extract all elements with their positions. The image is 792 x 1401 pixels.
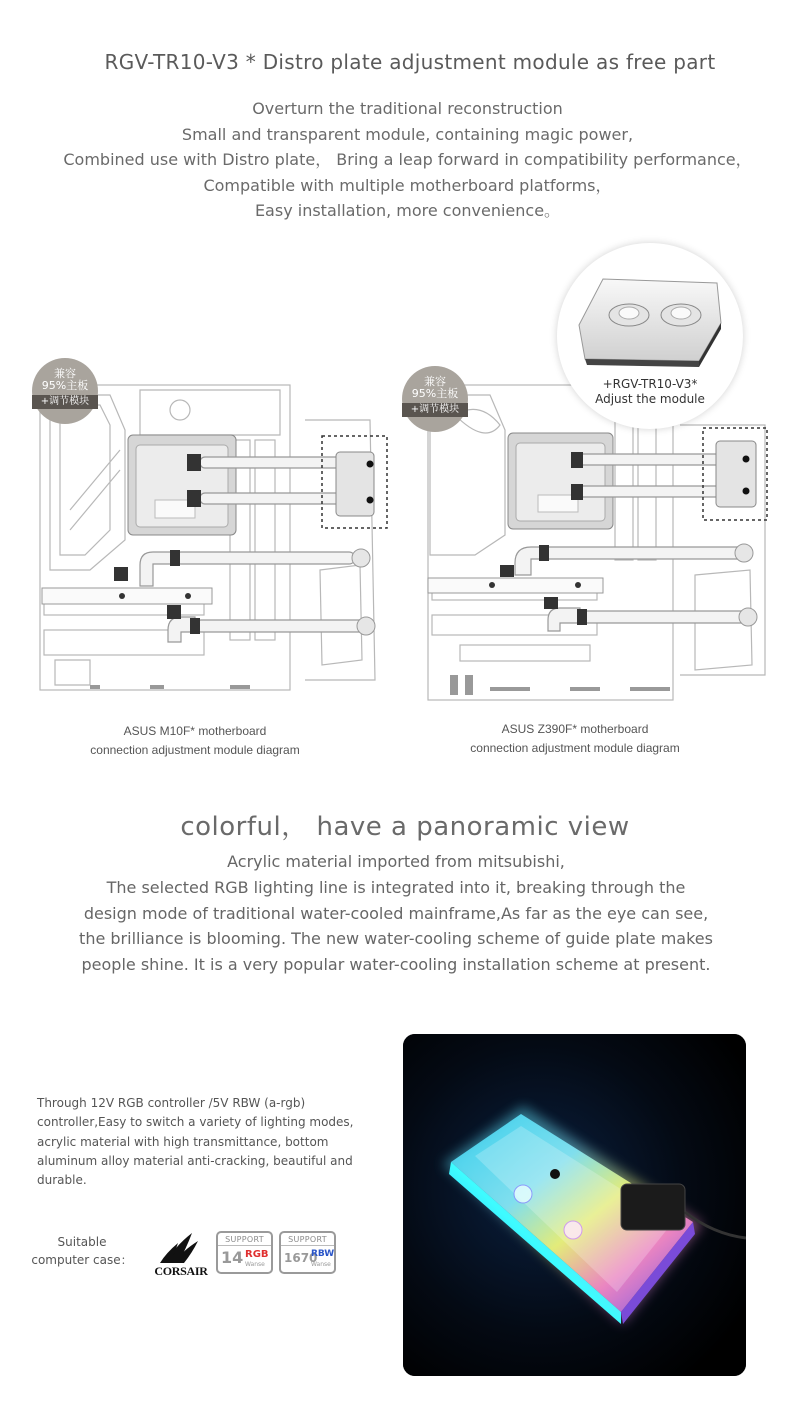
caption-line: connection adjustment module diagram bbox=[90, 743, 300, 757]
description-line: Through 12V RGB controller /5V RBW (a-rgb) bbox=[37, 1096, 306, 1110]
corsair-logo bbox=[148, 1229, 214, 1279]
left-diagram-caption bbox=[50, 722, 340, 760]
intro-line: Easy installation, more convenience。 bbox=[254, 201, 561, 220]
badge-line: 95%主板 bbox=[41, 379, 89, 392]
section-line: the brilliance is blooming. The new water-cooling scheme of guide plate makes bbox=[79, 929, 713, 949]
intro-line: Small and transparent module, containing magic power, bbox=[181, 124, 634, 144]
page-title: RGV-TR10-V3 * Distro plate adjustment module as free part bbox=[104, 50, 716, 74]
corsair-wordmark: CORSAIR bbox=[154, 1264, 208, 1278]
caption-line: connection adjustment module diagram bbox=[470, 741, 680, 755]
caption-line: ASUS Z390F* motherboard bbox=[501, 722, 649, 736]
intro-line: Overturn the traditional reconstruction bbox=[252, 99, 563, 118]
intro-line: Compatible with multiple motherboard platforms， bbox=[203, 175, 612, 195]
caption-line: ASUS M10F* motherboard bbox=[123, 724, 267, 738]
section-line: people shine. It is a very popular water-cooling installation scheme at present. bbox=[81, 955, 711, 975]
module-callout-desc: Adjust the module bbox=[595, 392, 705, 406]
rgb-product-photo bbox=[403, 1034, 746, 1376]
section-line: design mode of traditional water-cooled mainframe,As far as the eye can see, bbox=[83, 903, 709, 923]
suitable-line: Suitable bbox=[57, 1235, 107, 1249]
support-rgb-badge bbox=[216, 1231, 273, 1274]
support-rbw-badge bbox=[279, 1231, 336, 1274]
suitable-case-label bbox=[27, 1233, 137, 1269]
section-line: The selected RGB lighting line is integrated into it, breaking through the bbox=[106, 877, 686, 897]
compatibility-badge bbox=[402, 366, 468, 432]
support-number: 14 bbox=[221, 1248, 244, 1267]
right-diagram-caption bbox=[430, 720, 720, 758]
compatibility-badge bbox=[32, 358, 98, 424]
badge-line: 95%主板 bbox=[411, 387, 459, 400]
description-line: acrylic material with high transmittance, bottom bbox=[37, 1134, 329, 1149]
section-text bbox=[0, 849, 792, 978]
badge-line: +调节模块 bbox=[32, 395, 98, 409]
module-callout-name: +RGV-TR10-V3* bbox=[602, 377, 698, 391]
intro-line: Combined use with Distro plate， Bring a leap forward in compatibility performance， bbox=[63, 150, 752, 169]
support-sub: Wanse bbox=[245, 1261, 265, 1268]
badge-line: +调节模块 bbox=[402, 403, 468, 417]
section-line: Acrylic material imported from mitsubishi, bbox=[227, 852, 565, 871]
support-brand: RGB bbox=[245, 1249, 269, 1260]
description-line: controller,Easy to switch a variety of lighting modes, bbox=[37, 1115, 354, 1130]
description-line: durable. bbox=[37, 1173, 87, 1188]
support-sub: Wanse bbox=[311, 1261, 331, 1268]
badge-line: 兼容 bbox=[424, 375, 446, 388]
suitable-line: computer case： bbox=[31, 1253, 133, 1267]
support-brand: RBW bbox=[311, 1249, 335, 1259]
support-label: SUPPORT bbox=[281, 1235, 334, 1246]
corsair-sails-icon bbox=[148, 1229, 214, 1265]
intro-text bbox=[0, 96, 792, 224]
badge-line: 兼容 bbox=[54, 367, 76, 380]
section-title: colorful， have a panoramic view bbox=[180, 812, 630, 842]
feature-description bbox=[37, 1094, 372, 1190]
support-label: SUPPORT bbox=[218, 1235, 271, 1246]
description-line: aluminum alloy material anti-cracking, beautiful and bbox=[37, 1153, 353, 1168]
module-callout bbox=[557, 243, 743, 429]
support-number: 1670 bbox=[284, 1251, 318, 1265]
